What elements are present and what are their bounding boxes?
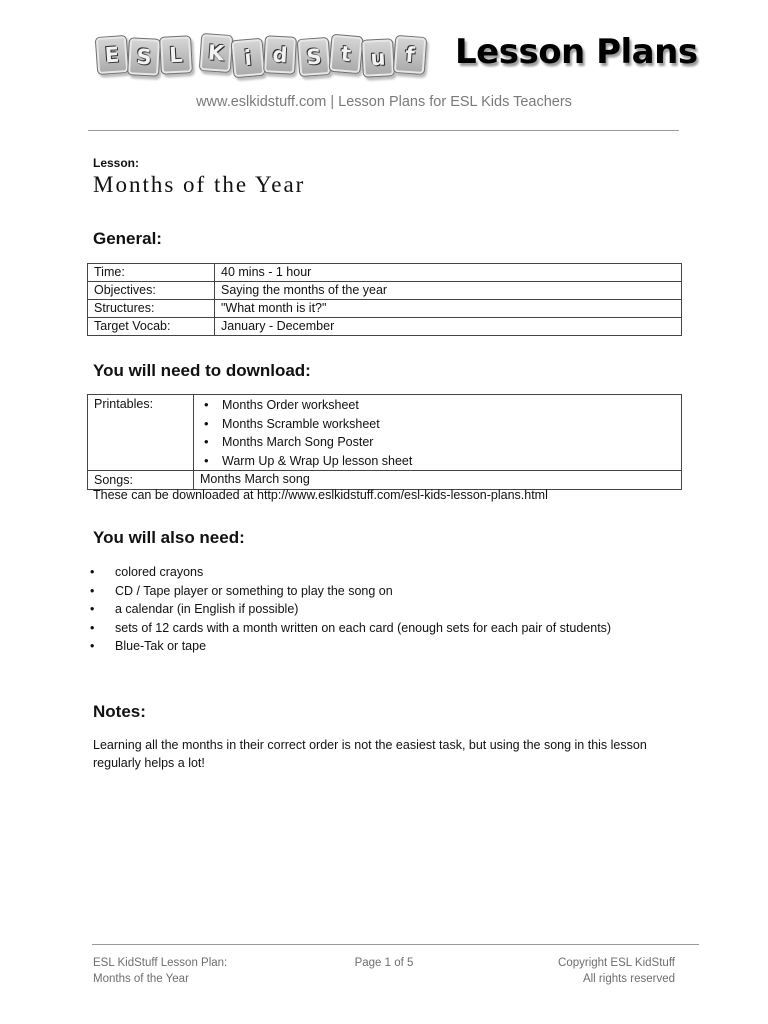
logo-letter-block: d [263, 35, 297, 75]
table-row [88, 300, 682, 318]
table-value: 40 mins - 1 hour [215, 264, 682, 282]
table-row [88, 282, 682, 300]
list-item: • Months Scramble worksheet [200, 415, 675, 434]
table-value: Saying the months of the year [215, 282, 682, 300]
logo-letter-block: S [297, 37, 332, 77]
table-row [88, 471, 682, 490]
table-key: Structures: [88, 300, 215, 318]
download-note: These can be downloaded at http://www.eslkidstuff.com/esl-kids-lesson-plans.html [93, 488, 548, 502]
printables-cell [194, 395, 682, 471]
footer-plan-label: ESL KidStuff Lesson Plan: [93, 957, 228, 969]
download-heading: You will need to download: [93, 361, 311, 380]
general-heading: General: [93, 229, 162, 248]
notes-text: Learning all the months in their correct order is not the easiest task, but using the song in this lesson regularly helps a lot! [93, 738, 647, 770]
table-key: Target Vocab: [88, 318, 215, 336]
logo-letter-block: u [361, 38, 395, 78]
printables-list [200, 395, 675, 470]
footer-right [558, 955, 675, 987]
footer-lesson-name: Months of the Year [93, 973, 189, 985]
footer-copyright: Copyright ESL KidStuff [558, 957, 675, 969]
lesson-title: Months of the Year [93, 172, 306, 197]
list-item: • colored crayons [93, 563, 663, 582]
download-table [87, 394, 682, 490]
table-value: January - December [215, 318, 682, 336]
logo-letter-block: L [159, 35, 193, 75]
table-value: "What month is it?" [215, 300, 682, 318]
list-item: • a calendar (in English if possible) [93, 600, 663, 619]
list-item: • Months March Song Poster [200, 433, 675, 452]
tagline: www.eslkidstuff.com | Lesson Plans for ESL Kids Teachers [196, 94, 572, 110]
footer-page-number: Page 1 of 5 [354, 957, 414, 969]
list-item: • CD / Tape player or something to play the song on [93, 582, 663, 601]
logo-letter-block: E [95, 35, 130, 75]
list-item: • Warm Up & Wrap Up lesson sheet [200, 452, 675, 471]
header-divider [88, 130, 679, 131]
table-row [88, 264, 682, 282]
list-item: • Blue-Tak or tape [93, 637, 663, 656]
list-item: • sets of 12 cards with a month written on each card (enough sets for each pair of students) [93, 619, 663, 638]
logo-letter-block: K [199, 33, 234, 73]
table-key: Time: [88, 264, 215, 282]
lesson-label: Lesson: [93, 156, 140, 170]
logo-letter-block: S [127, 37, 161, 77]
printables-label: Printables: [88, 395, 194, 471]
table-key: Objectives: [88, 282, 215, 300]
notes-heading: Notes: [93, 702, 146, 721]
esl-kidstuff-logo [96, 30, 441, 82]
logo-letter-block: f [393, 35, 428, 75]
also-need-heading: You will also need: [93, 528, 245, 547]
footer-rights: All rights reserved [582, 973, 675, 985]
logo-title: Lesson Plans [455, 32, 698, 72]
table-row [88, 395, 682, 471]
also-need-list [93, 563, 663, 656]
songs-value: Months March song [194, 471, 682, 490]
logo-letter-block: i [230, 38, 265, 79]
general-table [87, 263, 682, 336]
songs-label: Songs: [88, 471, 194, 490]
table-row [88, 318, 682, 336]
list-item: • Months Order worksheet [200, 396, 675, 415]
footer-divider [92, 944, 699, 945]
logo-letter-block: t [328, 34, 363, 75]
